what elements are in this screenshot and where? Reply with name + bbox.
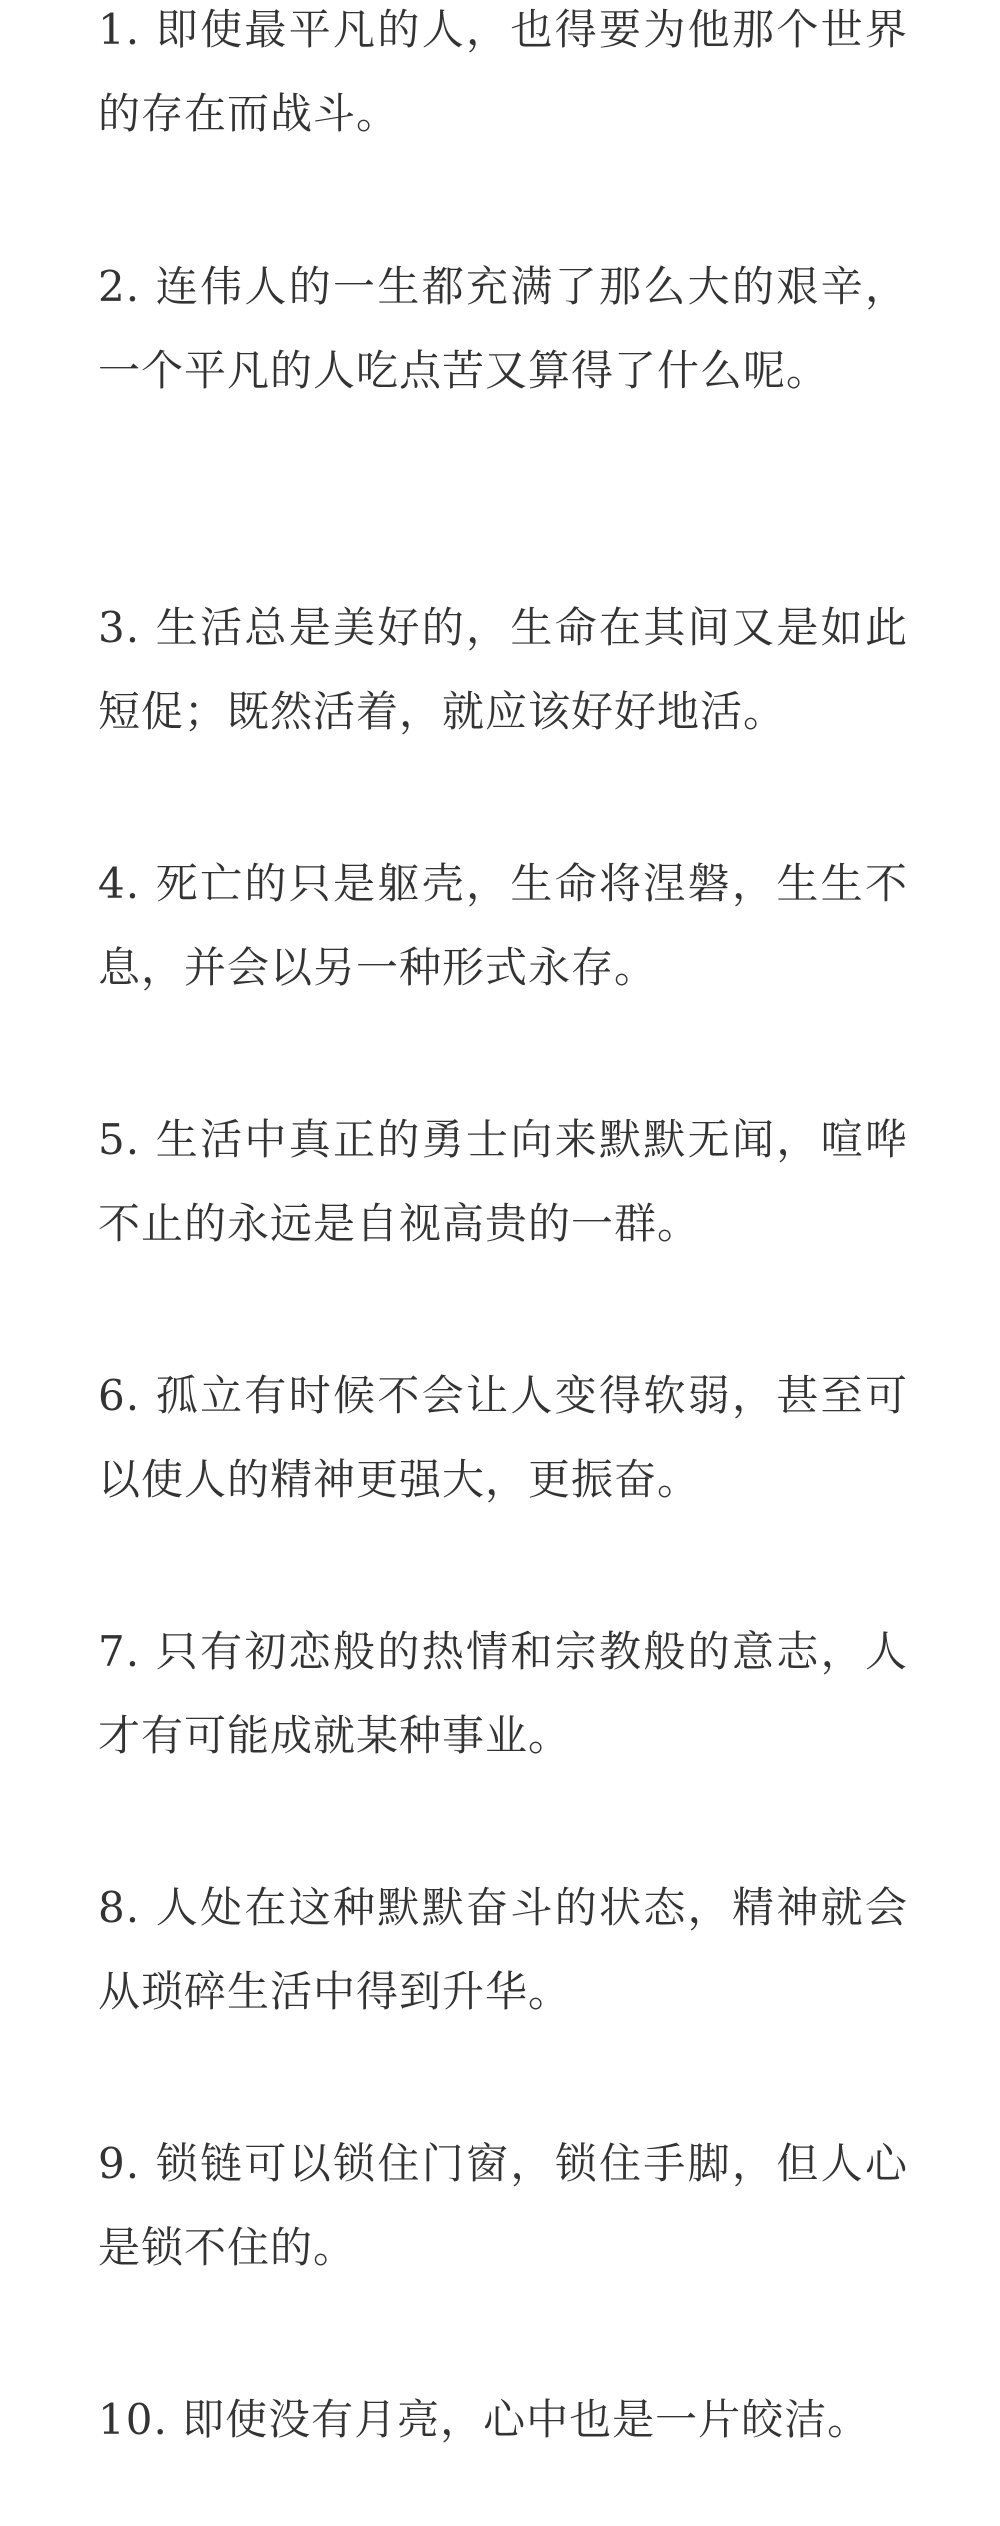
quote-paragraph-6: 6. 孤立有时候不会让人变得软弱，甚至可以使人的精神更强大，更振奋。: [98, 1371, 908, 1504]
quote-paragraph-5: 5. 生活中真正的勇士向来默默无闻，喧哗不止的永远是自视高贵的一群。: [98, 1115, 908, 1248]
quote-paragraph-10: 10. 即使没有月亮，心中也是一片皎洁。: [98, 2395, 871, 2444]
quote-paragraph-7: 7. 只有初恋般的热情和宗教般的意志，人才有可能成就某种事业。: [98, 1627, 908, 1760]
quote-paragraph-9: 9. 锁链可以锁住门窗，锁住手脚，但人心是锁不住的。: [98, 2139, 908, 2272]
quote-paragraph-8: 8. 人处在这种默默奋斗的状态，精神就会从琐碎生活中得到升华。: [98, 1883, 908, 2016]
quote-paragraph-3: 3. 生活总是美好的，生命在其间又是如此短促；既然活着，就应该好好地活。: [98, 603, 908, 736]
quote-paragraph-4: 4. 死亡的只是躯壳，生命将涅磐，生生不息，并会以另一种形式永存。: [98, 859, 908, 992]
quote-paragraph-1: 1. 即使最平凡的人，也得要为他那个世界的存在而战斗。: [98, 5, 908, 138]
quote-paragraph-2: 2. 连伟人的一生都充满了那么大的艰辛，一个平凡的人吃点苦又算得了什么呢。: [98, 262, 908, 395]
